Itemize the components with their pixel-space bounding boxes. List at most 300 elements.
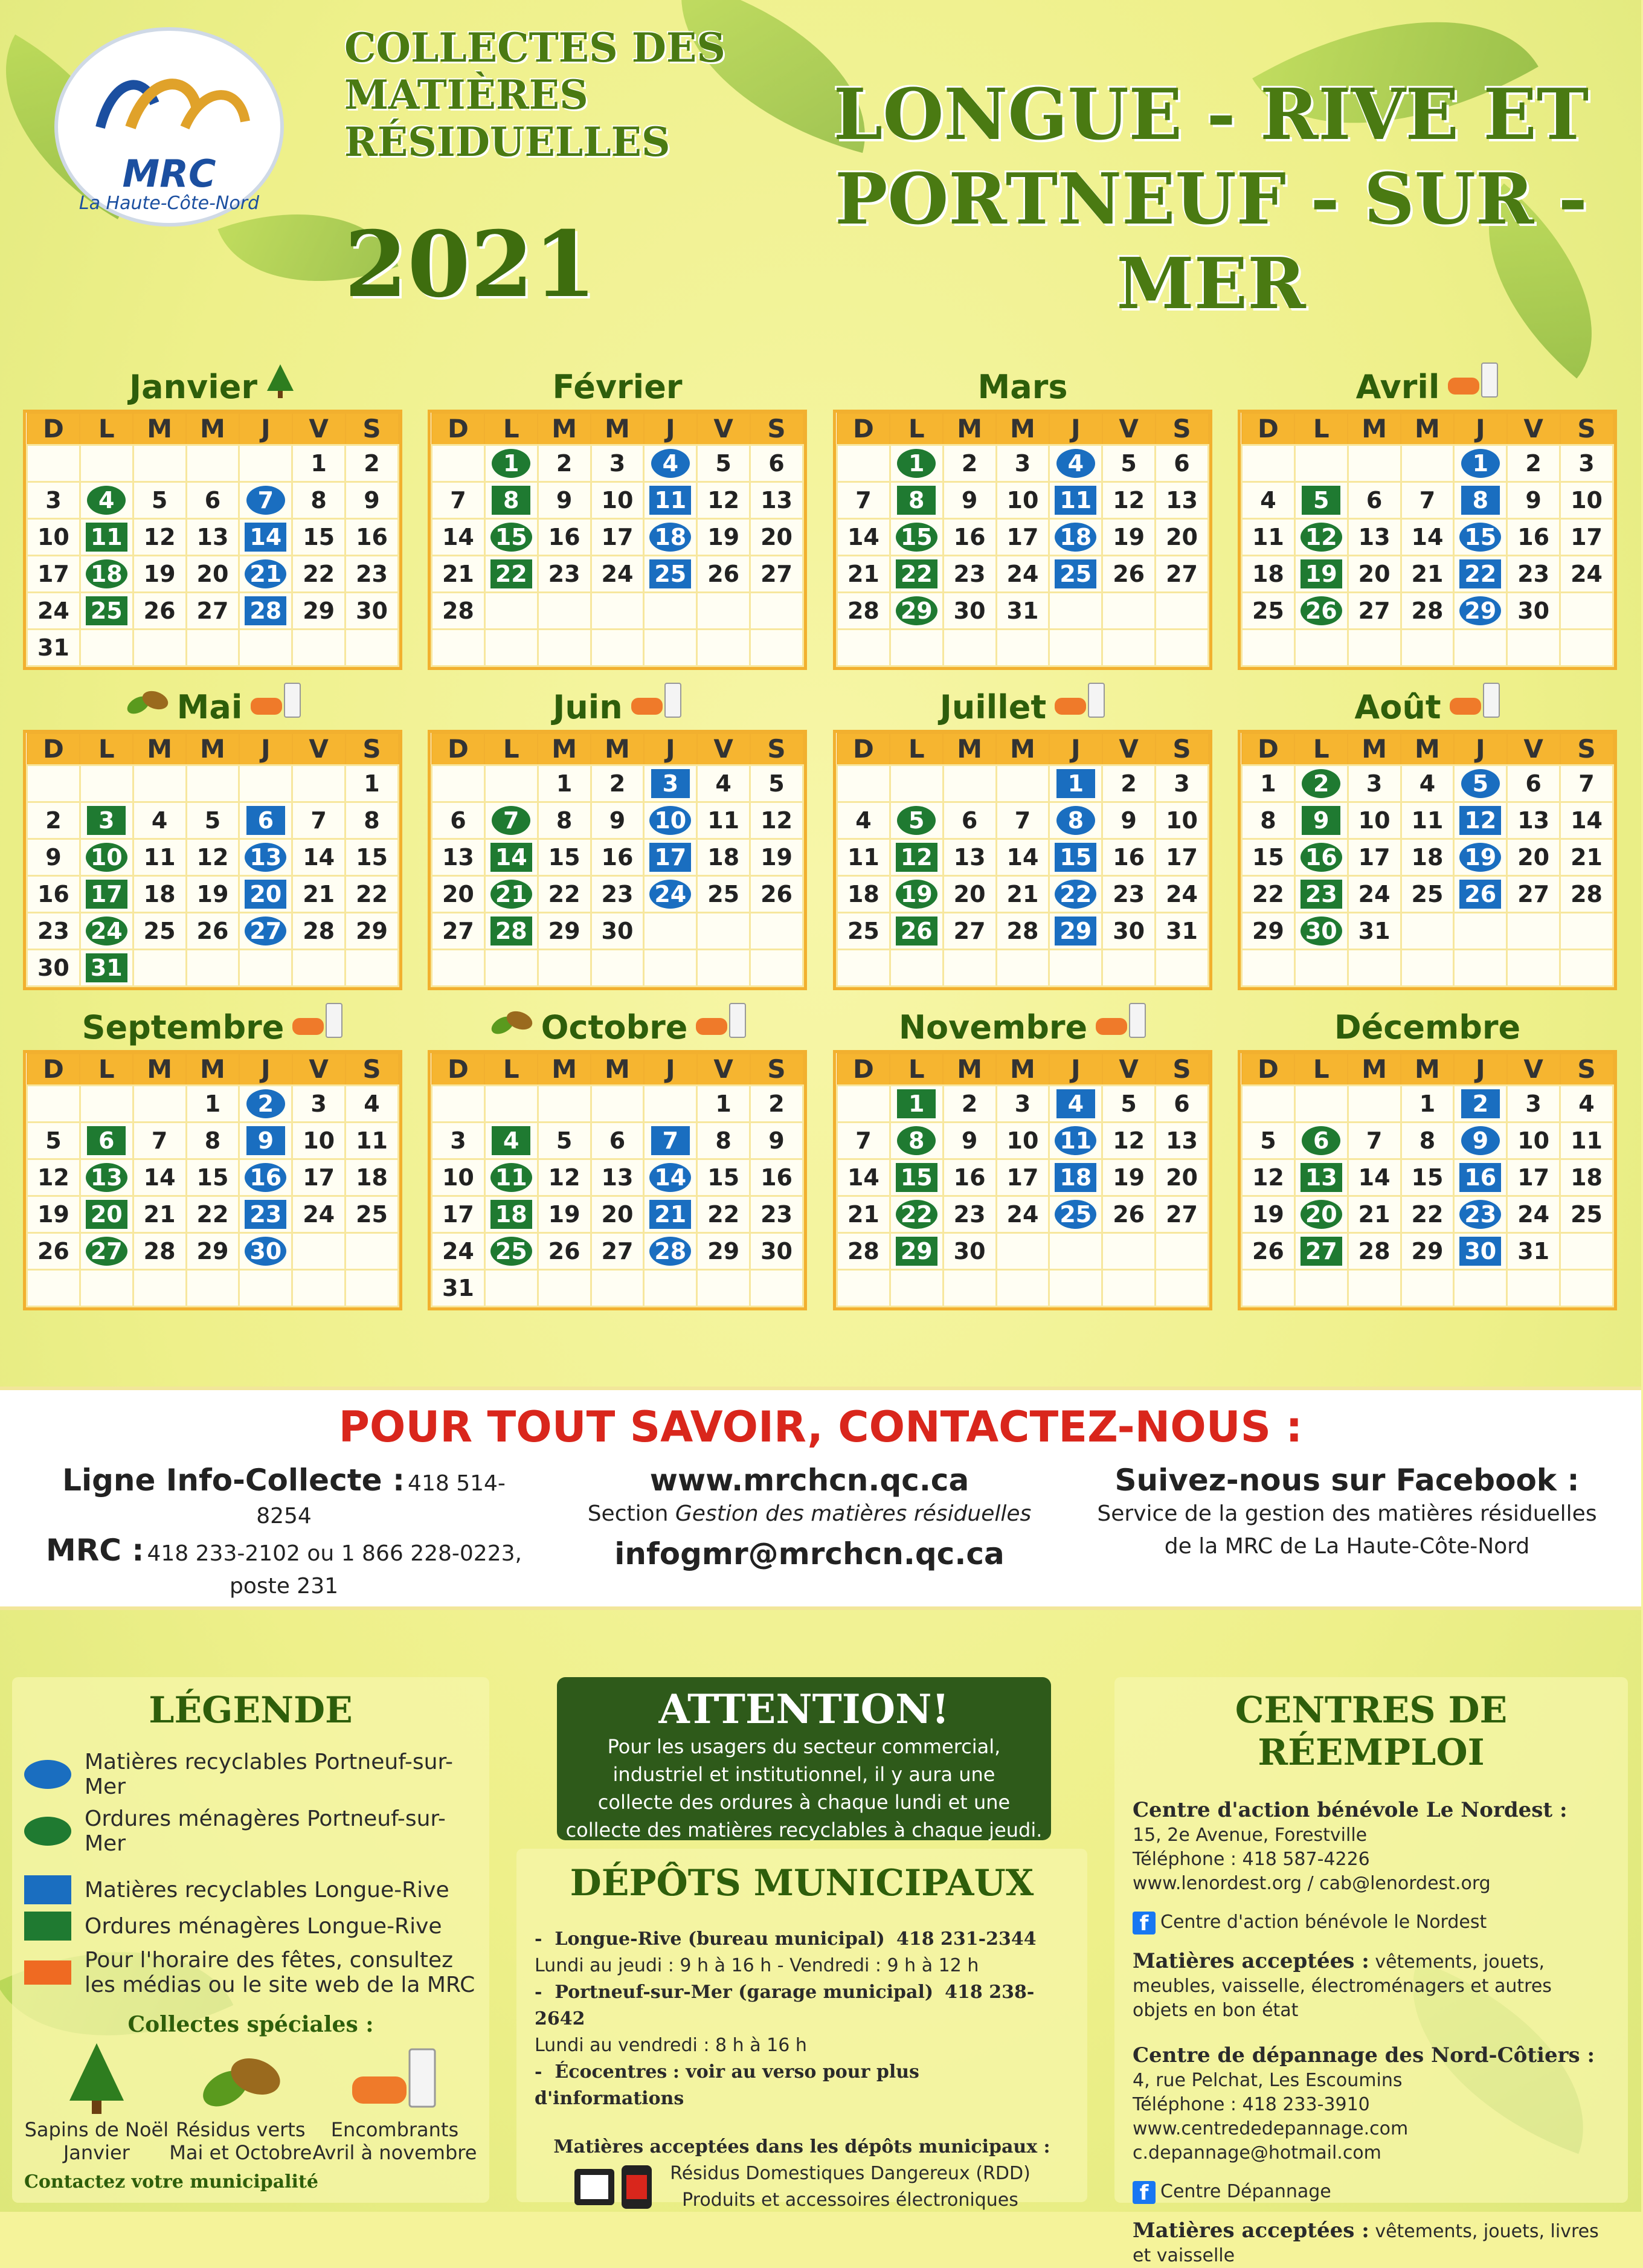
day-cell — [484, 1085, 538, 1122]
day-cell — [996, 1196, 1049, 1232]
day-cell — [432, 518, 485, 555]
month-grid — [833, 410, 1212, 670]
day-number: 7 — [855, 1127, 872, 1154]
collection-day: 1 — [897, 449, 936, 478]
day-number: 17 — [1517, 1164, 1550, 1191]
day-cell — [890, 1122, 943, 1159]
day-cell — [750, 482, 803, 518]
day-number: 15 — [1411, 1164, 1444, 1191]
weekday-header: S — [1156, 413, 1209, 445]
day-cell — [432, 839, 485, 875]
weekday-header: M — [186, 733, 239, 765]
month-name: Juillet — [939, 688, 1047, 726]
day-number: 22 — [303, 560, 335, 587]
day-number: 22 — [196, 1200, 229, 1228]
day-cell — [1560, 765, 1613, 802]
day-number: 29 — [1411, 1237, 1444, 1264]
day-number: 15 — [196, 1164, 229, 1191]
day-cell — [890, 1085, 943, 1122]
day-cell — [80, 1269, 133, 1306]
region-line: LONGUE - RIVE ET — [833, 74, 1589, 156]
day-number: 20 — [1166, 523, 1198, 550]
mrc-phone[interactable]: 418 233-2102 ou 1 866 228-0223, — [147, 1541, 522, 1566]
day-cell — [292, 765, 346, 802]
day-cell — [1454, 1085, 1507, 1122]
day-cell — [890, 949, 943, 986]
day-cell — [1401, 1232, 1454, 1269]
weekday-header: J — [1454, 413, 1507, 445]
c1-web[interactable]: www.lenordest.org / cab@lenordest.org — [1133, 1873, 1491, 1894]
weekday-header: D — [27, 413, 80, 445]
day-cell — [996, 518, 1049, 555]
day-number: 30 — [1517, 597, 1550, 624]
day-number: 24 — [601, 560, 634, 587]
collection-day: 23 — [245, 1200, 286, 1229]
day-cell — [996, 949, 1049, 986]
weekday-header: D — [432, 1054, 485, 1085]
day-cell — [186, 1159, 239, 1196]
day-cell — [1049, 555, 1102, 592]
day-cell — [1102, 949, 1156, 986]
day-number: 7 — [1366, 1127, 1383, 1154]
day-cell — [1507, 949, 1560, 986]
day-cell — [432, 1122, 485, 1159]
collection-day: 25 — [649, 559, 691, 588]
month-grid — [1238, 1050, 1617, 1310]
day-number: 26 — [1113, 560, 1145, 587]
day-cell — [1242, 912, 1295, 949]
c1-phone[interactable]: Téléphone : 418 587-4226 — [1133, 1849, 1370, 1870]
day-number: 1 — [1419, 1090, 1436, 1117]
title-line: MATIÈRES — [344, 71, 588, 118]
weekday-header: D — [837, 1054, 890, 1085]
day-cell — [1242, 839, 1295, 875]
day-cell — [1049, 445, 1102, 482]
day-number: 5 — [768, 770, 785, 797]
day-cell — [1507, 518, 1560, 555]
day-cell — [80, 629, 133, 666]
day-number: 27 — [196, 597, 229, 624]
day-cell — [292, 482, 346, 518]
electronics-icon — [573, 2163, 658, 2211]
collection-day: 27 — [245, 917, 286, 946]
day-cell — [1102, 518, 1156, 555]
day-cell — [133, 839, 186, 875]
special-label: Encombrants — [330, 2118, 459, 2141]
weekday-header: M — [1348, 1054, 1401, 1085]
day-cell — [538, 839, 591, 875]
day-cell — [1102, 1122, 1156, 1159]
weekday-header: L — [890, 733, 943, 765]
day-cell — [538, 912, 591, 949]
day-number: 14 — [847, 1164, 879, 1191]
weekday-header: L — [1294, 413, 1348, 445]
day-cell — [644, 1159, 697, 1196]
collection-day: 15 — [1055, 843, 1096, 872]
day-number: 29 — [303, 597, 335, 624]
collection-day: 25 — [86, 596, 127, 625]
day-cell — [133, 949, 186, 986]
weekday-header: L — [484, 733, 538, 765]
collection-day: 14 — [490, 843, 532, 872]
day-number: 9 — [364, 486, 380, 514]
day-cell — [1102, 592, 1156, 629]
day-cell — [484, 445, 538, 482]
day-number: 30 — [1113, 917, 1145, 944]
day-number: 18 — [1571, 1164, 1603, 1191]
day-number: 6 — [450, 807, 466, 834]
day-number: 20 — [953, 880, 986, 907]
month-calendar — [1238, 361, 1617, 670]
day-cell — [943, 1232, 996, 1269]
weekday-header: M — [538, 733, 591, 765]
day-cell — [292, 518, 346, 555]
attention-line: Pour les usagers du secteur commercial, — [607, 1735, 1001, 1758]
day-cell — [186, 875, 239, 912]
day-cell — [1560, 949, 1613, 986]
day-cell — [80, 912, 133, 949]
day-cell — [943, 1196, 996, 1232]
day-cell — [1401, 875, 1454, 912]
speciales-title: Collectes spéciales : — [127, 2012, 374, 2037]
day-number: 14 — [1006, 843, 1039, 871]
day-cell — [1454, 802, 1507, 839]
legend-list — [24, 1750, 477, 1997]
day-number: 15 — [1252, 843, 1284, 871]
day-number: 18 — [707, 843, 740, 871]
day-cell — [943, 802, 996, 839]
special-label: Sapins de Noël — [24, 2118, 169, 2141]
day-cell — [292, 1196, 346, 1232]
day-cell — [1156, 1269, 1209, 1306]
day-number: 5 — [715, 449, 731, 477]
day-cell — [1156, 839, 1209, 875]
c2-accepted-label: Matières acceptées : — [1133, 2218, 1369, 2243]
day-cell — [1348, 949, 1401, 986]
day-cell — [697, 445, 750, 482]
day-cell — [1348, 1159, 1401, 1196]
day-cell — [1348, 1122, 1401, 1159]
day-cell — [750, 1269, 803, 1306]
website-link[interactable]: www.mrchcn.qc.ca — [649, 1463, 969, 1498]
weekday-header: J — [239, 413, 292, 445]
weekday-header: D — [837, 413, 890, 445]
collection-day: 7 — [492, 806, 530, 835]
day-cell — [80, 1196, 133, 1232]
day-cell — [538, 592, 591, 629]
day-cell — [943, 912, 996, 949]
day-number: 4 — [1578, 1090, 1595, 1117]
psm-phone[interactable]: 418 238-2642 — [535, 1982, 1035, 2029]
day-cell — [1294, 765, 1348, 802]
day-cell — [1049, 1232, 1102, 1269]
day-number: 12 — [707, 486, 740, 514]
day-number: 16 — [356, 523, 388, 550]
day-number: 14 — [303, 843, 335, 871]
day-cell — [292, 949, 346, 986]
collection-day: 14 — [245, 523, 286, 552]
day-number: 28 — [1006, 917, 1039, 944]
day-number: 5 — [1260, 1127, 1276, 1154]
day-number: 14 — [847, 523, 879, 550]
day-cell — [346, 802, 399, 839]
c2-name: Centre de dépannage des Nord-Côtiers : — [1133, 2043, 1595, 2067]
day-cell — [697, 765, 750, 802]
weekday-header: V — [292, 1054, 346, 1085]
day-number: 6 — [1174, 449, 1190, 477]
day-cell — [837, 1269, 890, 1306]
psm-hours: Lundi au vendredi : 8 h à 16 h — [535, 2035, 807, 2056]
day-number: 23 — [601, 880, 634, 907]
month-grid — [1238, 410, 1617, 670]
day-number: 4 — [364, 1090, 380, 1117]
month-calendar — [833, 681, 1212, 990]
day-cell — [943, 1159, 996, 1196]
year-title: 2021 — [344, 211, 597, 318]
day-cell — [133, 1122, 186, 1159]
encombrants-icon — [1053, 682, 1105, 726]
day-cell — [890, 482, 943, 518]
day-cell — [186, 949, 239, 986]
day-number: 10 — [1006, 1127, 1039, 1154]
day-number: 14 — [1411, 523, 1444, 550]
day-cell — [1560, 1085, 1613, 1122]
collection-day: 1 — [1056, 769, 1095, 798]
day-cell — [186, 765, 239, 802]
info-phone[interactable]: 418 514-8254 — [256, 1471, 506, 1529]
month-calendar — [23, 361, 402, 670]
day-cell — [943, 629, 996, 666]
day-cell — [239, 1085, 292, 1122]
day-number: 2 — [961, 1090, 978, 1117]
day-cell — [1102, 445, 1156, 482]
month-name: Août — [1354, 688, 1441, 726]
day-cell — [644, 445, 697, 482]
weekday-header: M — [1348, 733, 1401, 765]
day-cell — [186, 592, 239, 629]
day-cell — [292, 839, 346, 875]
day-cell — [27, 1085, 80, 1122]
day-cell — [292, 1269, 346, 1306]
day-cell — [591, 555, 644, 592]
weekday-header: D — [27, 1054, 80, 1085]
weekday-header: J — [644, 733, 697, 765]
collection-day: 25 — [1055, 1200, 1096, 1229]
day-cell — [432, 555, 485, 592]
day-number: 13 — [1517, 807, 1550, 834]
day-cell — [346, 949, 399, 986]
day-cell — [750, 1232, 803, 1269]
day-cell — [27, 875, 80, 912]
day-number: 25 — [143, 917, 176, 944]
day-cell — [750, 802, 803, 839]
day-cell — [1049, 912, 1102, 949]
weekday-header: M — [943, 413, 996, 445]
day-cell — [186, 482, 239, 518]
day-cell — [1348, 765, 1401, 802]
day-cell — [1560, 1232, 1613, 1269]
lr-phone[interactable]: 418 231-2344 — [896, 1928, 1037, 1950]
day-cell — [697, 1122, 750, 1159]
day-cell — [27, 765, 80, 802]
day-cell — [1507, 482, 1560, 518]
day-cell — [1560, 555, 1613, 592]
attention-line: collecte des matières recyclables à chaque jeudi. — [565, 1819, 1043, 1841]
month-calendar — [23, 1002, 402, 1310]
day-cell — [996, 1232, 1049, 1269]
collection-day: 28 — [649, 1237, 691, 1266]
weekday-header: M — [1401, 1054, 1454, 1085]
day-cell — [837, 518, 890, 555]
day-cell — [644, 518, 697, 555]
collection-day: 23 — [1301, 880, 1342, 909]
day-number: 19 — [1252, 1200, 1284, 1228]
collection-day: 2 — [246, 1089, 285, 1118]
day-number: 21 — [442, 560, 474, 587]
collection-day: 16 — [245, 1163, 286, 1192]
day-cell — [239, 1269, 292, 1306]
day-cell — [1242, 875, 1295, 912]
day-cell — [1102, 1232, 1156, 1269]
day-cell — [239, 445, 292, 482]
day-number: 27 — [601, 1237, 634, 1264]
contact-section — [0, 1387, 1641, 1610]
mrc-poste: poste 231 — [229, 1574, 339, 1599]
day-cell — [837, 949, 890, 986]
day-cell — [1454, 949, 1507, 986]
day-number: 4 — [715, 770, 731, 797]
c2-phone[interactable]: Téléphone : 418 233-3910 — [1133, 2094, 1370, 2115]
day-cell — [80, 518, 133, 555]
day-cell — [1156, 592, 1209, 629]
day-number: 25 — [707, 880, 740, 907]
day-number: 9 — [1525, 486, 1542, 514]
day-cell — [1401, 629, 1454, 666]
day-cell — [346, 629, 399, 666]
collection-day: 4 — [87, 486, 126, 515]
day-cell — [484, 592, 538, 629]
collection-day: 1 — [492, 449, 530, 478]
day-cell — [750, 765, 803, 802]
email-link[interactable]: infogmr@mrchcn.qc.ca — [614, 1536, 1005, 1571]
day-cell — [1454, 555, 1507, 592]
day-number: 8 — [556, 807, 573, 834]
day-cell — [996, 445, 1049, 482]
day-cell — [943, 1269, 996, 1306]
day-number: 21 — [847, 560, 879, 587]
day-number: 9 — [961, 1127, 978, 1154]
eco-text: : voir au verso pour plus d'informations — [535, 2061, 919, 2109]
day-cell — [1454, 1159, 1507, 1196]
day-number: 15 — [548, 843, 580, 871]
weekday-header: J — [644, 413, 697, 445]
day-number: 19 — [707, 523, 740, 550]
c2-facebook[interactable]: Centre Dépannage — [1160, 2181, 1331, 2202]
day-cell — [644, 592, 697, 629]
day-cell — [1242, 1122, 1295, 1159]
day-cell — [1294, 839, 1348, 875]
day-cell — [644, 555, 697, 592]
day-number: 25 — [1252, 597, 1284, 624]
day-cell — [186, 802, 239, 839]
speciales-list — [24, 2043, 477, 2164]
collection-day: 26 — [1459, 880, 1501, 909]
day-cell — [484, 949, 538, 986]
collection-day: 22 — [490, 559, 532, 588]
collection-day: 16 — [1301, 843, 1342, 872]
month-calendar — [428, 361, 807, 670]
day-number: 9 — [768, 1127, 785, 1154]
day-cell — [943, 949, 996, 986]
collection-day: 17 — [649, 843, 691, 872]
legende-title: LÉGENDE — [149, 1689, 353, 1732]
weekday-header: V — [697, 733, 750, 765]
day-number: 6 — [961, 807, 978, 834]
day-cell — [432, 802, 485, 839]
day-cell — [1242, 518, 1295, 555]
c2-web[interactable]: www.centrededepannage.com — [1133, 2118, 1409, 2139]
day-cell — [1401, 912, 1454, 949]
day-cell — [1049, 1196, 1102, 1232]
day-number: 8 — [204, 1127, 221, 1154]
day-cell — [837, 912, 890, 949]
special-encombrants — [312, 2043, 477, 2164]
c2-mail[interactable]: c.depannage@hotmail.com — [1133, 2142, 1381, 2163]
day-cell — [239, 592, 292, 629]
day-cell — [1102, 555, 1156, 592]
legend-oval-swatch — [24, 1817, 71, 1846]
collection-day: 9 — [1461, 1126, 1500, 1155]
legend-label: Matières recyclables Portneuf-sur-Mer — [85, 1750, 453, 1799]
day-cell — [80, 802, 133, 839]
day-cell — [1156, 1196, 1209, 1232]
day-number: 18 — [847, 880, 879, 907]
attention-box — [557, 1677, 1051, 1840]
day-cell — [239, 1159, 292, 1196]
day-cell — [133, 629, 186, 666]
day-number: 16 — [37, 880, 69, 907]
day-number: 16 — [1517, 523, 1550, 550]
day-cell — [1507, 445, 1560, 482]
month-calendar — [833, 1002, 1212, 1310]
day-cell — [1348, 518, 1401, 555]
day-number: 22 — [1411, 1200, 1444, 1228]
day-cell — [644, 839, 697, 875]
day-number: 29 — [196, 1237, 229, 1264]
day-cell — [1348, 592, 1401, 629]
c1-facebook[interactable]: Centre d'action bénévole le Nordest — [1160, 1912, 1487, 1933]
day-cell — [484, 1269, 538, 1306]
day-cell — [1507, 1159, 1560, 1196]
day-number: 12 — [143, 523, 176, 550]
month-grid — [428, 730, 807, 990]
day-cell — [750, 555, 803, 592]
day-cell — [697, 1159, 750, 1196]
day-number: 29 — [548, 917, 580, 944]
collection-day: 4 — [1056, 1089, 1095, 1118]
day-cell — [591, 1085, 644, 1122]
day-cell — [591, 629, 644, 666]
weekday-header: S — [346, 733, 399, 765]
day-cell — [1102, 1269, 1156, 1306]
day-cell — [292, 592, 346, 629]
day-number: 28 — [1571, 880, 1603, 907]
day-number: 13 — [1358, 523, 1391, 550]
day-cell — [1454, 1196, 1507, 1232]
day-cell — [484, 912, 538, 949]
collection-day: 28 — [245, 596, 286, 625]
day-number: 3 — [45, 486, 62, 514]
